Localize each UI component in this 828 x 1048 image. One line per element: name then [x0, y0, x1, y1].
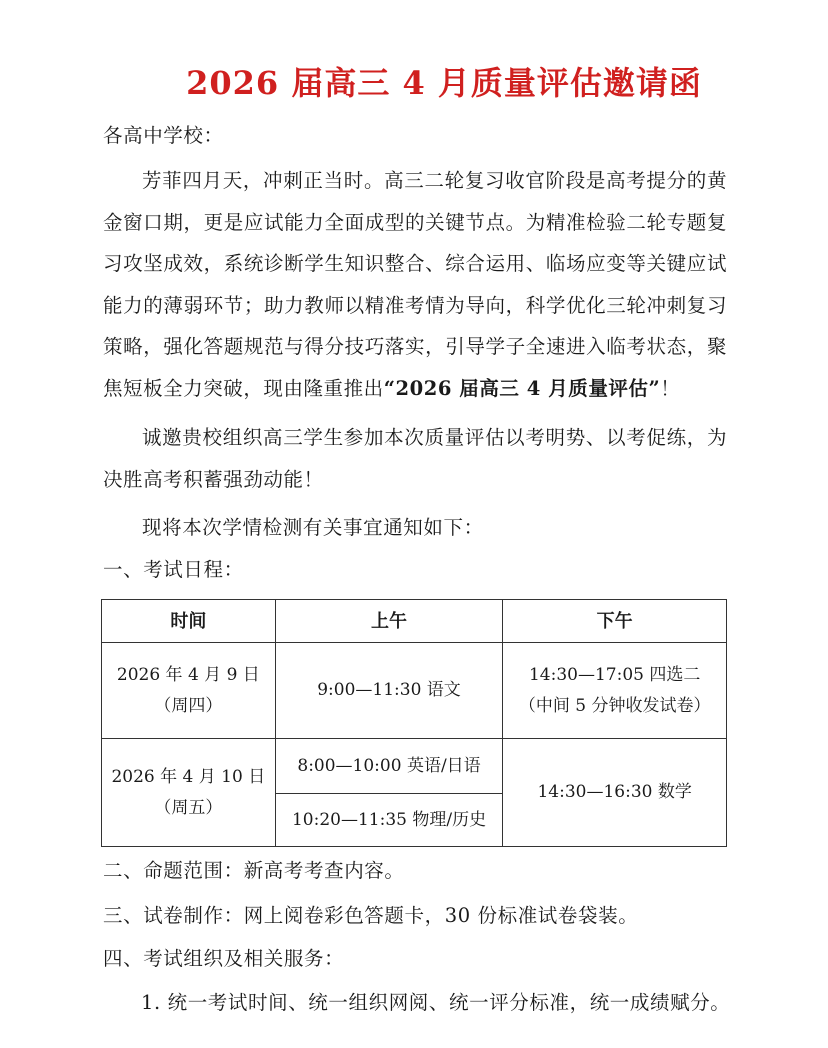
day1-afternoon-note: （中间 5 分钟收发试卷） — [518, 695, 711, 716]
day1-date: 2026 年 4 月 9 日 — [116, 664, 260, 685]
section-papers: 三、试卷制作：网上阅卷彩色答题卡，30 份标准试卷袋装。 — [103, 904, 639, 927]
day2-date-cell — [102, 739, 276, 847]
day1-morning: 9:00—11:30 语文 — [275, 643, 503, 739]
header-time: 时间 — [102, 600, 276, 643]
invitation-paragraph: 诚邀贵校组织高三学生参加本次质量评估以考明势、以考促练，为决胜高考积蓄强劲动能！ — [103, 426, 727, 491]
day1-afternoon: 14:30—17:05 四选二 — [528, 664, 701, 685]
event-name: “2026 届高三 4 月质量评估” — [383, 376, 661, 400]
day2-morning-2: 10:20—11:35 物理/历史 — [275, 794, 503, 847]
day1-weekday: （周四） — [154, 695, 223, 716]
table-row — [102, 739, 727, 794]
section-schedule-heading: 一、考试日程： — [103, 558, 244, 581]
organization-item-1: 1. 统一考试时间、统一组织网阅、统一评分标准，统一成绩赋分。 — [141, 991, 731, 1014]
day2-morning-1: 8:00—10:00 英语/日语 — [275, 739, 503, 794]
day1-afternoon-cell — [503, 643, 727, 739]
table-row — [102, 643, 727, 739]
day1-date-cell — [102, 643, 276, 739]
day2-date: 2026 年 4 月 10 日 — [111, 766, 266, 787]
notice-intro: 现将本次学情检测有关事宜通知如下： — [142, 516, 484, 539]
intro-text: 芳菲四月天，冲刺正当时。高三二轮复习收官阶段是高考提分的黄金窗口期，更是应试能力全面成型的关键节点。为精准检验二轮专题复习攻坚成效，系统诊断学生知识整合、综合运用、临场应变等关键应试能力的薄弱环节；助力教师以精准考情为导向，科学优化三轮冲刺复习策略，强化答题规范与得分技巧落实，引导学子全速进入临考状态，聚焦短板全力突破，现由隆重推出 — [103, 169, 727, 400]
page-title: 2026 届高三 4 月质量评估邀请函 — [186, 64, 702, 102]
day2-weekday: （周五） — [154, 797, 223, 818]
header-morning: 上午 — [275, 600, 503, 643]
section-organization-heading: 四、考试组织及相关服务： — [103, 947, 345, 970]
intro-end: ！ — [660, 376, 681, 400]
section-scope: 二、命题范围：新高考考查内容。 — [103, 859, 405, 882]
day2-afternoon: 14:30—16:30 数学 — [503, 739, 727, 847]
table-header-row — [102, 600, 727, 643]
header-afternoon: 下午 — [503, 600, 727, 643]
salutation: 各高中学校： — [103, 124, 224, 147]
intro-paragraph — [103, 160, 727, 409]
exam-schedule-table — [101, 599, 727, 847]
